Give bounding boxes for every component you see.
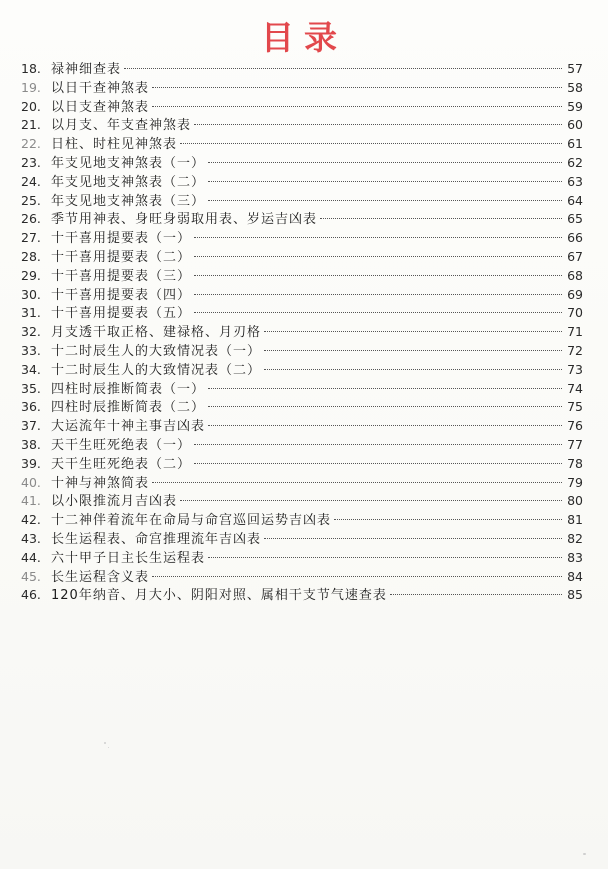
dot-leader <box>264 369 562 370</box>
toc-entry-title: 120年纳音、月大小、阴阳对照、属相干支节气速查表 <box>51 588 387 604</box>
toc-entry-title: 十二时辰生人的大致情况表（一） <box>51 343 262 359</box>
toc-entry-page-number: 58 <box>567 79 583 95</box>
toc-entry-title: 长生运程表、命宫推理流年吉凶表 <box>51 531 262 547</box>
toc-entry-number: 38. <box>21 436 41 452</box>
toc-entry-number: 31. <box>21 305 41 321</box>
toc-entry-number: 19. <box>21 79 41 95</box>
dot-leader <box>194 256 562 257</box>
toc-entry-page-number: 82 <box>567 530 583 546</box>
toc-entry-page-number: 66 <box>567 230 583 246</box>
toc-entry-title: 年支见地支神煞表（一） <box>51 155 206 171</box>
dot-leader <box>194 312 562 313</box>
toc-entry-title: 六十甲子日主长生运程表 <box>51 550 206 566</box>
toc-entry[interactable] <box>21 342 583 361</box>
toc-entry-page-number: 79 <box>567 474 583 490</box>
toc-entry-number: 23. <box>21 154 41 170</box>
dot-leader <box>334 519 562 520</box>
toc-entry-title: 季节用神表、身旺身弱取用表、岁运吉凶表 <box>51 212 318 228</box>
toc-entry-title: 十二神伴着流年在命局与命宫巡回运势吉凶表 <box>51 513 332 529</box>
dot-leader <box>320 218 562 219</box>
dot-leader <box>264 538 562 539</box>
toc-entry[interactable] <box>21 511 583 530</box>
dot-leader <box>208 181 562 182</box>
toc-entry-page-number: 71 <box>567 324 583 340</box>
toc-entry-number: 39. <box>21 455 41 471</box>
toc-entry[interactable] <box>21 492 583 511</box>
toc-entry-number: 22. <box>21 136 41 152</box>
toc-entry[interactable] <box>21 549 583 568</box>
toc-entry-title: 十干喜用提要表（三） <box>51 268 192 284</box>
toc-entry-number: 43. <box>21 530 41 546</box>
dot-leader <box>264 350 562 351</box>
dot-leader <box>208 425 562 426</box>
dot-leader <box>194 237 562 238</box>
dot-leader <box>152 87 562 88</box>
toc-entry-number: 27. <box>21 230 41 246</box>
toc-entry[interactable] <box>21 210 583 229</box>
toc-entry[interactable] <box>21 323 583 342</box>
toc-entry-page-number: 74 <box>567 380 583 396</box>
dot-leader <box>194 463 562 464</box>
toc-entry-number: 24. <box>21 173 41 189</box>
toc-entry-title: 月支透干取正格、建禄格、月刃格 <box>51 325 262 341</box>
toc-entry-title: 以日干查神煞表 <box>51 80 150 96</box>
toc-entry[interactable] <box>21 267 583 286</box>
toc-entry[interactable] <box>21 436 583 455</box>
toc-entry[interactable] <box>21 192 583 211</box>
toc-entry-number: 18. <box>21 61 41 76</box>
toc-entry-page-number: 80 <box>567 493 583 509</box>
dot-leader <box>194 124 562 125</box>
toc-entry-number: 29. <box>21 267 41 283</box>
scan-speck <box>583 853 586 855</box>
toc-entry-page-number: 65 <box>567 211 583 227</box>
toc-entry-page-number: 57 <box>567 61 583 76</box>
toc-entry[interactable] <box>21 116 583 135</box>
toc-entry[interactable] <box>21 154 583 173</box>
toc-entry-number: 28. <box>21 248 41 264</box>
dot-leader <box>194 444 562 445</box>
toc-entry-title: 十干喜用提要表（一） <box>51 231 192 247</box>
toc-entry-number: 33. <box>21 342 41 358</box>
toc-entry-title: 天干生旺死绝表（一） <box>51 437 192 453</box>
toc-entry-page-number: 84 <box>567 568 583 584</box>
toc-entry-number: 35. <box>21 380 41 396</box>
toc-entry[interactable] <box>21 474 583 493</box>
toc-entry[interactable] <box>21 173 583 192</box>
scan-speck <box>108 747 109 748</box>
toc-entry-title: 天干生旺死绝表（二） <box>51 456 192 472</box>
toc-entry-title: 四柱时辰推断简表（二） <box>51 400 206 416</box>
toc-entry-number: 40. <box>21 474 41 490</box>
toc-entry[interactable] <box>21 417 583 436</box>
toc-entry-page-number: 60 <box>567 117 583 133</box>
toc-entry-number: 37. <box>21 418 41 434</box>
dot-leader <box>208 200 562 201</box>
toc-entry-page-number: 64 <box>567 192 583 208</box>
toc-entry[interactable] <box>21 361 583 380</box>
toc-entry[interactable] <box>21 530 583 549</box>
toc-entry-number: 36. <box>21 399 41 415</box>
dot-leader <box>152 576 562 577</box>
dot-leader <box>264 331 562 332</box>
toc-entry-title: 日柱、时柱见神煞表 <box>51 137 178 153</box>
toc-entry-title: 年支见地支神煞表（二） <box>51 174 206 190</box>
toc-entry-page-number: 67 <box>567 248 583 264</box>
toc-entry-number: 44. <box>21 549 41 565</box>
toc-entry[interactable] <box>21 135 583 154</box>
toc-entry-page-number: 83 <box>567 549 583 565</box>
dot-leader <box>194 275 562 276</box>
toc-entry-title: 十神与神煞简表 <box>51 475 150 491</box>
toc-entry-number: 20. <box>21 98 41 114</box>
toc-entry-page-number: 85 <box>567 587 583 603</box>
toc-entry-title: 以日支查神煞表 <box>51 99 150 115</box>
toc-entry-page-number: 81 <box>567 512 583 528</box>
toc-entry-title: 十干喜用提要表（二） <box>51 249 192 265</box>
toc-entry-number: 25. <box>21 192 41 208</box>
toc-entry-page-number: 73 <box>567 361 583 377</box>
toc-entry[interactable] <box>21 455 583 474</box>
toc-entry-number: 41. <box>21 493 41 509</box>
toc-entry-page-number: 77 <box>567 436 583 452</box>
toc-entry[interactable] <box>21 79 583 98</box>
toc-entry-number: 32. <box>21 324 41 340</box>
dot-leader <box>124 68 562 69</box>
toc-entry-number: 46. <box>21 587 41 603</box>
toc-entry-title: 十二时辰生人的大致情况表（二） <box>51 362 262 378</box>
toc-entry-number: 26. <box>21 211 41 227</box>
page-title: 目录 <box>261 18 347 57</box>
dot-leader <box>180 143 562 144</box>
toc-entry-title: 十干喜用提要表（五） <box>51 306 192 322</box>
toc-entry[interactable] <box>21 586 583 605</box>
toc-entry-page-number: 59 <box>567 98 583 114</box>
toc-entry-number: 34. <box>21 361 41 377</box>
scan-speck <box>104 742 106 744</box>
toc-entry-title: 以小限推流月吉凶表 <box>51 494 178 510</box>
toc-entry-page-number: 76 <box>567 418 583 434</box>
dot-leader <box>208 406 562 407</box>
toc-entry[interactable] <box>21 380 583 399</box>
toc-entry-page-number: 63 <box>567 173 583 189</box>
dot-leader <box>208 388 562 389</box>
table-of-contents <box>21 60 583 605</box>
toc-entry-page-number: 72 <box>567 342 583 358</box>
toc-entry-page-number: 68 <box>567 267 583 283</box>
toc-entry-title: 四柱时辰推断简表（一） <box>51 381 206 397</box>
dot-leader <box>208 557 562 558</box>
toc-entry-title: 十干喜用提要表（四） <box>51 287 192 303</box>
dot-leader <box>152 482 562 483</box>
toc-entry-title: 长生运程含义表 <box>51 569 150 585</box>
dot-leader <box>208 162 562 163</box>
toc-entry-page-number: 75 <box>567 399 583 415</box>
dot-leader <box>152 106 562 107</box>
toc-entry[interactable] <box>21 98 583 117</box>
toc-entry-number: 30. <box>21 286 41 302</box>
dot-leader <box>194 294 562 295</box>
toc-entry[interactable] <box>21 304 583 323</box>
toc-entry[interactable] <box>21 568 583 587</box>
toc-entry[interactable] <box>21 286 583 305</box>
toc-entry[interactable] <box>21 60 583 79</box>
toc-entry-title: 禄神细查表 <box>51 62 122 77</box>
toc-entry-page-number: 78 <box>567 455 583 471</box>
toc-entry-title: 大运流年十神主事吉凶表 <box>51 419 206 435</box>
toc-entry[interactable] <box>21 398 583 417</box>
toc-entry-number: 21. <box>21 117 41 133</box>
toc-entry-page-number: 69 <box>567 286 583 302</box>
toc-entry-title: 以月支、年支查神煞表 <box>51 118 192 134</box>
toc-entry-page-number: 61 <box>567 136 583 152</box>
toc-entry-title: 年支见地支神煞表（三） <box>51 193 206 209</box>
dot-leader <box>180 500 562 501</box>
toc-entry-page-number: 62 <box>567 154 583 170</box>
toc-entry[interactable] <box>21 229 583 248</box>
toc-entry-page-number: 70 <box>567 305 583 321</box>
toc-entry-number: 45. <box>21 568 41 584</box>
toc-entry-number: 42. <box>21 512 41 528</box>
toc-entry[interactable] <box>21 248 583 267</box>
dot-leader <box>390 594 562 595</box>
